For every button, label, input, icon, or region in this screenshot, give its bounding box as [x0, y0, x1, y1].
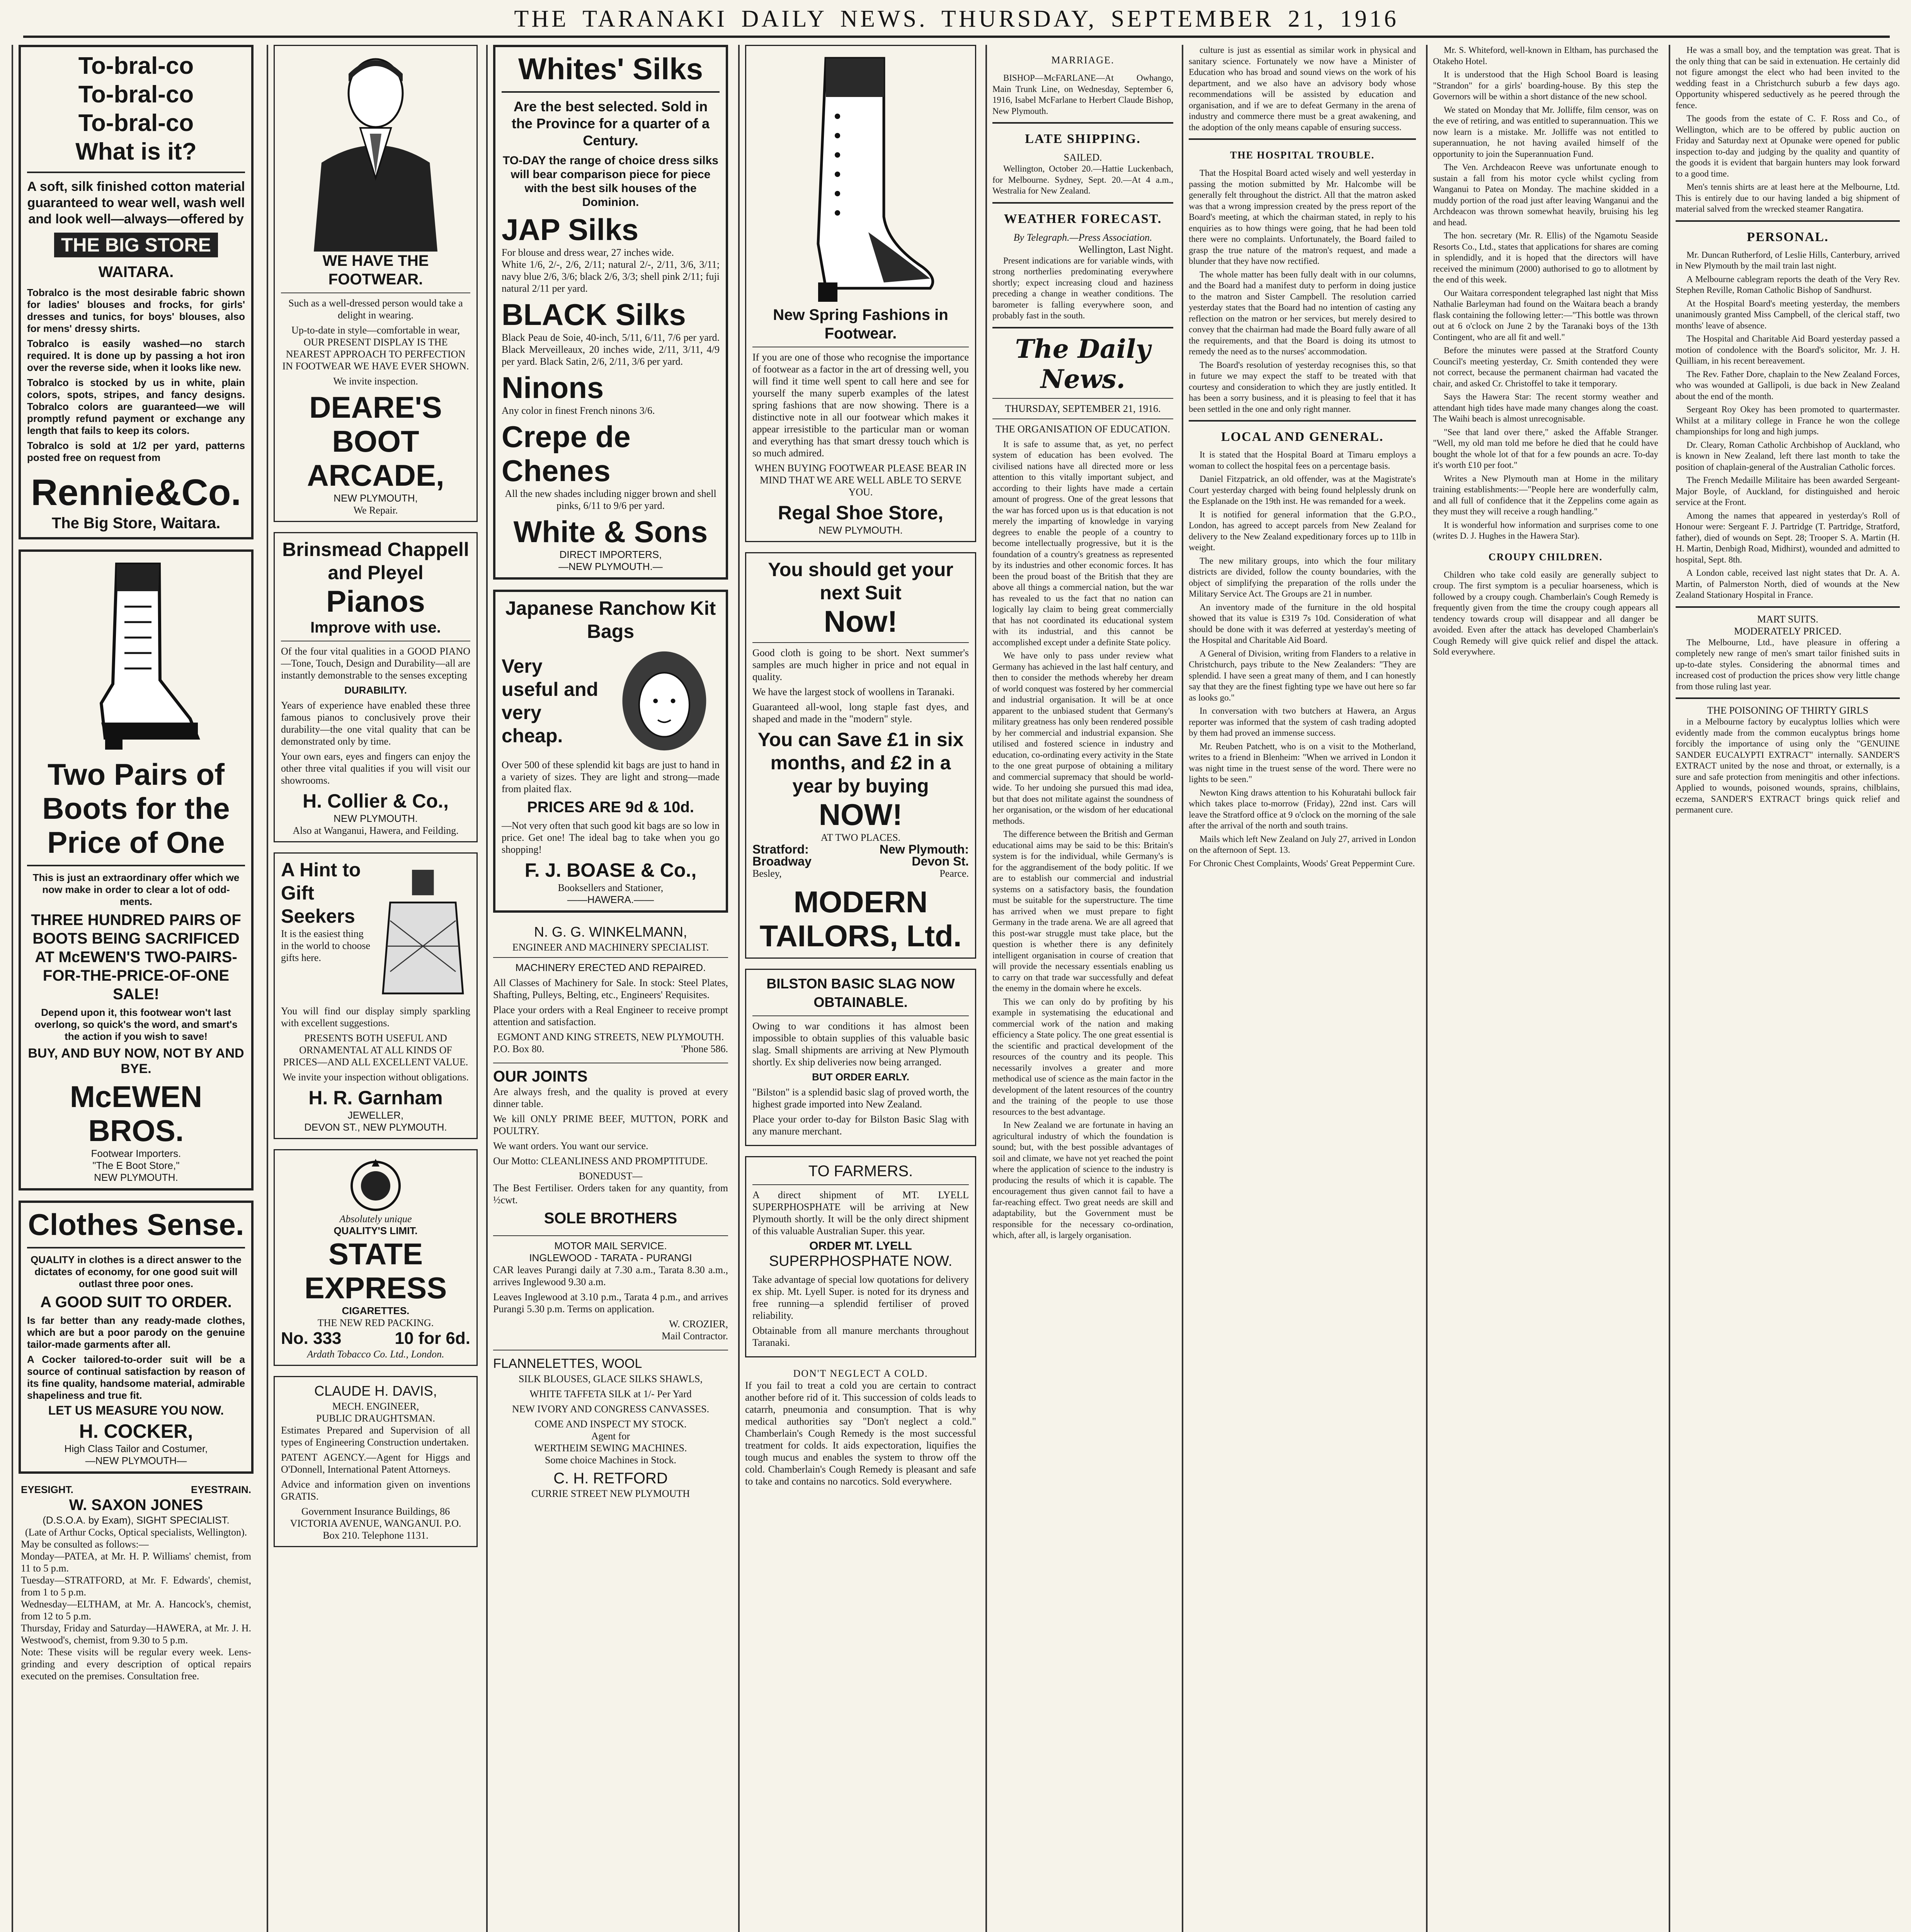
marriage-notice: BISHOP—McFARLANE—At Owhango, Main Trunk Line, on Wednesday, September 6, 1916, Isabel McFarlane to Herbert Claude Bishop, New Plymouth. — [992, 73, 1173, 116]
boase-name: F. J. BOASE & Co., — [524, 859, 697, 881]
saxon-name: W. SAXON JONES — [69, 1497, 203, 1514]
divider — [992, 202, 1173, 204]
personal-item: Sergeant Roy Okey has been promoted to quartermaster. Whilst at a military college in France he won the college championships for long and high jumps. — [1676, 405, 1900, 436]
leader-paragraph: In New Zealand we are fortunate in having an agricultural industry of which the foundation is sound; but, with the best possible advantages of soil and climate, we have not yet reached the point where the application of science to the industry is producing the results of which it is capable. The encouragement thus given cannot fail to have a far-reaching effect. Two great needs are skill and adaptability, but the Government must be responsible for the necessary co-ordination, which, after all, is largely organisation. — [992, 1120, 1173, 1240]
jap-silks-heading: JAP Silks — [502, 213, 639, 247]
news-item: The hon. secretary (Mr. R. Ellis) of the Ngamotu Seaside Resorts Co., Ltd., states that applications for shares are coming in splendidly, and it is hoped that the directors will have received the minimum (2000) authorised to go to allotment by the end of this week. — [1433, 231, 1658, 284]
tobralco-line: To-bral-co — [78, 81, 194, 108]
davis-p1: Estimates Prepared and Supervision of all types of Engineering Construction undertaken. — [281, 1425, 470, 1448]
kitbags-tag: Very useful and very cheap. — [502, 655, 599, 747]
suit-p2: We have the largest stock of woollens in Taranaki. — [752, 686, 955, 697]
whites-title: Whites' Silks — [518, 52, 703, 86]
motor-mail-ad — [493, 1240, 728, 1342]
cigs-maker: Ardath Tobacco Co. Ltd., London. — [307, 1349, 444, 1360]
suit-now: Now! — [824, 604, 898, 638]
motor-p2: Leaves Inglewood at 3.10 p.m., Tarata 4 p.m., and arrives Purangi 5.30 p.m. Terms on application. — [493, 1291, 728, 1315]
hospital-trouble-heading: THE HOSPITAL TROUBLE. — [1230, 150, 1375, 161]
divider — [992, 122, 1173, 124]
lady-boot-illustration — [768, 51, 953, 306]
clothes-body: Is far better than any ready-made clothes, which are but a poor parody on the genuine tailor-made garments after all. — [27, 1315, 245, 1350]
mcewen-ad — [19, 549, 254, 1190]
cigs-top: Absolutely unique — [339, 1213, 412, 1225]
news-item: "See that land over there," asked the Affable Stranger. "Well, my old man told me before he died that he could have bought the whole lot of that for a few pounds an acre. To-day it's worth £10 per foot." — [1433, 427, 1658, 470]
marriage-heading: MARRIAGE. — [1051, 54, 1115, 66]
hospital-paragraph: That the Hospital Board acted wisely and well yesterday in passing the motion submitted by Mr. Halcombe will be generally felt throughout the district. All that the matron asked was that a wrong impression created by the press report of the Board's meeting, at which the chairman stated, in reply to his enquiries as to how things were going, that he had been told there were no complaints. Unfortunately, the Board failed to grasp the true nature of the matron's request, and made a blunder that they have now rectified. — [1189, 168, 1416, 266]
news-item: The goods from the estate of C. F. Ross and Co., of Wellington, which are to be offered by public auction on Friday and Saturday next at Opunake were opened for public inspection to-day and judging by the quality and quantity of the goods it is evident that bargain hunters may look forward to a good time. — [1676, 114, 1900, 179]
saxon-jones-ad — [19, 1484, 254, 1682]
divider — [27, 172, 245, 173]
winkelmann-p1: All Classes of Machinery for Sale. In stock: Steel Plates, Shafting, Pulleys, Belting, etc., Engineers' Requisites. — [493, 977, 728, 1000]
pianos-p3: Your own ears, eyes and fingers can enjoy the other three vital qualities if you will visit our showrooms. — [281, 751, 470, 786]
boots-intro: This is just an extraordinary offer which we now make in order to clear a lot of odd-ments. — [32, 872, 240, 907]
tobralco-town: WAITARA. — [98, 264, 174, 281]
local-item: An inventory made of the furniture in the old hospital showed that its value is £319 7s 10d. Consideration of what should be done with it was deferred at yesterday's meeting of the Hospital and Charitable Aid Board. — [1189, 602, 1416, 645]
davis-role: MECH. ENGINEER, — [332, 1401, 419, 1412]
cigs-pack: THE NEW RED PACKING. — [317, 1317, 434, 1328]
ninons-desc: Any color in finest French ninons 3/6. — [502, 405, 655, 416]
column-8 — [1669, 45, 1905, 1932]
crepe-heading: Crepe de Chenes — [502, 420, 631, 488]
tobralco-para: Tobralco is easily washed—no starch required. It is done up by passing a hot iron over the reverse side, when it looks like new. — [27, 338, 245, 373]
garnham-addr: DEVON ST., NEW PLYMOUTH. — [304, 1121, 447, 1133]
suit-top: You should get your next Suit — [768, 559, 953, 604]
column-6 — [1182, 45, 1421, 1932]
poison-heading: THE POISONING OF THIRTY GIRLS — [1707, 705, 1868, 716]
cold-title: DON'T NEGLECT A COLD. — [793, 1368, 928, 1379]
column-2 — [267, 45, 483, 1932]
poison-body: in a Melbourne factory by eucalyptus lollies which were evidently made from the common eucalyptus brings home forcibly the importance of using only the "GENUINE SANDER EUCALYPTI EXTRACT" internally. SANDER'S EXTRACT united by the nose and throat, or externally, is a sure and safe protection from meningitis and other infections. Applied to wounds, poisoned wounds, sprains, chilblains, eczema, SANDER'S EXTRACT brings quick relief and permanent cure. — [1676, 717, 1900, 815]
collier-ad — [274, 532, 478, 842]
column-7 — [1426, 45, 1664, 1932]
tobralco-line: To-bral-co — [78, 110, 194, 136]
gentleman-illustration — [291, 51, 461, 252]
divider — [752, 642, 969, 643]
modern-tailors-name: MODERN TAILORS, Ltd. — [759, 885, 962, 953]
cigs-product: CIGARETTES. — [342, 1305, 410, 1316]
farmers-p1: A direct shipment of MT. LYELL SUPERPHOSPHATE will be arriving at New Plymouth shortly. It will be the only direct shipment of this valuable Australian Super. this year. — [752, 1189, 969, 1236]
black-prices: Black Peau de Soie, 40-inch, 5/11, 6/11, 7/6 per yard. Black Merveilleaux, 20 inches wide, 2/11, 3/11, 4/9 per yard. Black Satin, 2/6, 2/11, 3/6 per yard. — [502, 332, 720, 367]
local-item: It is stated that the Hospital Board at Timaru employs a woman to collect the hospital fees on a percentage basis. — [1189, 450, 1416, 471]
retford-silk: SILK BLOUSES, GLACE SILKS SHAWLS, — [518, 1373, 703, 1384]
cigs-brand: STATE EXPRESS — [304, 1237, 447, 1305]
whites-intro: Are the best selected. Sold in the Province for a quarter of a Century. — [511, 99, 710, 148]
mcewen-sub: Footwear Importers. — [91, 1148, 181, 1159]
divider — [752, 1015, 969, 1016]
deare-invite: We invite inspection. — [333, 376, 418, 387]
joints-p1: Are always fresh, and the quality is proved at every dinner table. — [493, 1086, 728, 1109]
local-item: Mails which left New Zealand on July 27, arrived in London on the afternoon of Sept. 13. — [1189, 834, 1416, 855]
news-item: Writes a New Plymouth man at Home in the military training establishments:—"People here are wonderfully calm, and all full of confidence that it the Zeppelins come again as they must they will receive a rough handling." — [1433, 473, 1658, 516]
garnham-top — [281, 858, 470, 1005]
leader-paragraph: It is safe to assume that, as yet, no perfect system of education has been evolved. The civilised nations have all directed more or less attention to this vitally important subject, and according to their lights have made a certain amount of progress. One of the great lessons that the war has forced upon us is that education is not merely the imparting of knowledge in varying degrees to enable the people of a country to become intellectually progressive, but it is the foundation of a country's greatness as represented by its industries and other economic forces. It has been the proud boast of the British that they are above all things a commercial nation, but the war has revealed to us the fact that no nation can logically lay claim to being great commercially that has not coordinated its educational system with its industrial, and this cannot be accomplished except under a definite State policy. — [992, 439, 1173, 647]
rennie-logo: Rennie&Co. — [31, 472, 242, 513]
personal-item: The Hospital and Charitable Aid Board yesterday passed a motion of condolence with the Board's solicitor, Mr. J. H. Quilliam, in his recent bereavement. — [1676, 334, 1900, 366]
suit-besley: Besley, — [752, 868, 782, 879]
retford-addr: CURRIE STREET NEW PLYMOUTH — [531, 1488, 690, 1499]
saxon-consult: May be consulted as follows:— — [21, 1539, 149, 1550]
shipping-sub: SAILED. — [1064, 152, 1102, 163]
news-item: It is wonderful how information and surprises come to one (writes D. J. Hughes in the Hawera Star). — [1433, 520, 1658, 541]
newspaper-nameplate: The Daily News. — [1015, 333, 1151, 394]
retford-flannelettes: FLANNELETTES, WOOL — [493, 1356, 642, 1371]
bilston-p2: "Bilston" is a splendid basic slag of proved worth, the highest grade imported into New Zealand. — [752, 1087, 969, 1110]
personal-item: Among the names that appeared in yesterday's Roll of Honour were: Sergeant F. J. Partridge (T. Partridge, Stratford, father), died of wounds on Sept. 28; Trooper S. A. Martin (H. H. Martin, Denbigh Road, Midhirst), wounded and admitted to hospital, Sept. 8th. — [1676, 510, 1900, 565]
news-item: It is understood that the High School Board is leasing "Strandon" for a girls' boarding-house. By this step the Governors will be within a short distance of the new school. — [1433, 70, 1658, 101]
regal-town: NEW PLYMOUTH. — [819, 524, 903, 536]
bilston-p3: Place your order to-day for Bilston Basic Slag with any manure merchant. — [752, 1114, 969, 1137]
croupy-heading: CROUPY CHILDREN. — [1488, 551, 1603, 563]
mt-lyell-ad — [745, 1156, 976, 1357]
deare-p2: Up-to-date in style—comfortable in wear, OUR PRESENT DISPLAY IS THE NEAREST APPROACH TO PERFECTION IN FOOTWEAR WE HAVE EVER SHOWN. — [282, 325, 469, 372]
whites-today: TO-DAY the range of choice dress silks will bear comparison piece for piece with the best silk houses of the Dominion. — [503, 154, 718, 209]
saxon-schedule: Wednesday—ELTHAM, at Mr. A. Hancock's, chemist, from 12 to 5 p.m. — [21, 1599, 251, 1622]
clothes-intro: QUALITY in clothes is a direct answer to the dictates of economy, for one good suit will outlast three poor ones. — [31, 1254, 242, 1289]
retford-agent: Agent for — [591, 1430, 630, 1442]
divider — [493, 957, 728, 958]
suit-now-2: NOW! — [819, 798, 903, 832]
suit-devon: Devon St. — [912, 854, 969, 868]
farmers-order: ORDER MT. LYELL — [809, 1240, 912, 1252]
davis-role: PUBLIC DRAUGHTSMAN. — [316, 1413, 435, 1424]
suit-towns — [752, 844, 969, 855]
garnham-sub: JEWELLER, — [347, 1109, 404, 1121]
cigs-quality: QUALITY'S LIMIT. — [334, 1225, 418, 1236]
jap-prices: White 1/6, 2/-, 2/6, 2/11; natural 2/-, 2/11, 3/6, 3/11; navy blue 2/6, 3/6; black 2/6, 3/3; shell pink 2/11; fuji natural 2/11 per yard. — [502, 259, 720, 294]
tobralco-ad — [19, 45, 254, 539]
local-item: Daniel Fitzpatrick, an old offender, was at the Magistrate's Court yesterday charged with being found helplessly drunk on the Esplanade on the 19th inst. He was remanded for a week. — [1189, 474, 1416, 506]
collier-town: NEW PLYMOUTH. — [334, 813, 418, 824]
leader-continued: culture is just as essential as similar work in physical and sanitary science. Fortunately we now have a Minister of Education who has broad and sound views on the work of his department, and we also have an advisory body whose recommendations will be assisted by education and organisation, and if we are to defeat Germany in the arena of industry and commerce there must be a great awakening, and the adoption of the only means capable of ensuring success. — [1189, 45, 1416, 132]
divider — [1676, 697, 1900, 699]
masthead — [23, 2, 1890, 38]
local-item: It is notified for general information that the G.P.O., London, has agreed to accept parcels from New Zealand for delivery to the New Zealand expeditionary forces up to 11lb in weight. — [1189, 509, 1416, 552]
mart-body: The Melbourne, Ltd., have pleasure in offering a completely new range of men's smart tailor finished suits in up-to-date styles. Considering the abnormal times and increased cost of production the prices show very little change from those ruling last year. — [1676, 637, 1900, 691]
boase-sub: Booksellers and Stationer, — [558, 882, 664, 893]
shipping-body: Wellington, October 20.—Hattie Luckenbach, for Melbourne. Sydney, Sept. 20.—At 4 a.m., Westralia for New Zealand. — [992, 164, 1173, 196]
davis-p2: PATENT AGENCY.—Agent for Higgs and O'Donnell, International Patent Attorneys. — [281, 1452, 470, 1475]
retford-some: Some choice Machines in Stock. — [545, 1454, 677, 1466]
divider — [493, 1235, 728, 1236]
retford-machines: WERTHEIM SEWING MACHINES. — [534, 1442, 687, 1454]
regal-title: New Spring Fashions in Footwear. — [773, 306, 948, 342]
suit-p3: Guaranteed all-wool, long staple fast dyes, and shaped and made in the "modern" style. — [752, 701, 969, 724]
saxon-quals: (D.S.O.A. by Exam), SIGHT SPECIALIST. — [43, 1514, 230, 1526]
personal-item: Mr. Duncan Rutherford, of Leslie Hills, Canterbury, arrived in New Plymouth by the mail train last night. — [1676, 250, 1900, 270]
collier-branches: Also at Wanganui, Hawera, and Feilding. — [293, 825, 459, 836]
regal-body: If you are one of those who recognise the importance of footwear as a factor in the art of dressing well, you will find it time well spent to call here and see for yourself the many superb examples of the latest spring fashions that are now showing. There is a distinctive note in all our footwear which makes it appear irresistible to the particular man or woman and everything has that smart dressy touch which is so much admired. — [752, 352, 969, 459]
divider — [502, 91, 720, 93]
masthead-title: THE TARANAKI DAILY NEWS. THURSDAY, SEPTEMBER 21, 1916 — [514, 5, 1399, 32]
leader-paragraph: We have only to pass under review what Germany has achieved in the last half century, and then to consider the methods whereby her dream of world conquest was fostered by her commercial and industrial organisation. It will be at once apparent to the unbiased student that Germany's military greatness has only been rendered possible by her commercial and industrial expansion. She utilised and fostered science in industry and education, co-ordinating every activity in the State to the one great purpose of obtaining a military and commercial supremacy that should be world-wide. To her undoing she pursued this mad idea, but that does not militate against the soundness of her organisation, or the wisdom of her educational methods. — [992, 651, 1173, 826]
hospital-paragraph: The Board's resolution of yesterday recognises this, so that in future we may expect the staff to be treated with that courtesy and consideration to which they are justly entitled. It has been a sorry business, and it is pleasing to feel that it has been settled in the one and only right manner. — [1189, 360, 1416, 414]
personal-heading: PERSONAL. — [1747, 230, 1829, 244]
editorial-dateline: THURSDAY, SEPTEMBER 21, 1916. — [1005, 403, 1161, 414]
news-item: The Ven. Archdeacon Reeve was unfortunate enough to sustain a fall from his motor cycle whilst cycling from Wanganui to Patea on Monday. The machine skidded in a muddy portion of the road just after leaving Wanganui and the Archdeacon was thrown somewhat heavily, bruising his leg and head. — [1433, 162, 1658, 227]
column-3 — [486, 45, 733, 1932]
winkelmann-name: N. G. G. WINKELMANN, — [534, 924, 687, 940]
cocker-ad — [19, 1201, 254, 1474]
farmers-p3: Obtainable from all manure merchants throughout Taranaki. — [752, 1325, 969, 1348]
bonedust-desc: The Best Fertiliser. Orders taken for any quantity, from ½cwt. — [493, 1182, 728, 1206]
gift-p2: We invite your inspection without obligations. — [282, 1071, 469, 1083]
divider — [27, 1247, 245, 1248]
motor-route: INGLEWOOD - TARATA - PURANGI — [529, 1252, 692, 1264]
personal-item: A London cable, received last night states that Dr. A. A. Martin, of Palmerston North, died of wounds at the New Zealand Stationary Hospital in France. — [1676, 568, 1900, 600]
bilston-title: BILSTON BASIC SLAG NOW OBTAINABLE. — [766, 976, 955, 1010]
suit-managers — [752, 867, 969, 879]
cigs-price-row — [281, 1329, 470, 1348]
gift-title: A Hint to Gift Seekers — [281, 859, 361, 927]
davis-p3: Advice and information given on inventions GRATIS. — [281, 1479, 470, 1502]
column-5 — [985, 45, 1179, 1932]
kitbags-title: Japanese Ranchow Kit Bags — [505, 597, 716, 642]
gift-p1: You will find our display simply sparkling with excellent suggestions. — [281, 1005, 470, 1029]
cold-body: If you fail to treat a cold you are certain to contract another before rid of it. This succession of colds leads to catarrh, pneumonia and consumption. That is why medical authorities say "Don't neglect a cold." Chamberlain's Cough Remedy is the most successful treatment for colds. It aids expectoration, liquifies the tough mucus and enables the system to throw off the cold. Chamberlain's Cough Remedy is pleasant and safe to take and contains no narcotics. Sold everywhere. — [745, 1380, 976, 1487]
leader-heading: THE ORGANISATION OF EDUCATION. — [995, 423, 1171, 435]
boots-headline: THREE HUNDRED PAIRS OF BOOTS BEING SACRIFICED AT McEWEN'S TWO-PAIRS-FOR-THE-PRICE-OF-ONE SALE! — [31, 912, 241, 1003]
retford-come: COME AND INSPECT MY STOCK. — [534, 1418, 687, 1430]
sole-brothers-ad — [493, 1067, 728, 1228]
bilston-order: BUT ORDER EARLY. — [812, 1071, 909, 1083]
cocker-sub: High Class Tailor and Costumer, — [64, 1443, 208, 1454]
news-item: Mr. S. Whiteford, well-known in Eltham, has purchased the Otakeho Hotel. — [1433, 45, 1658, 66]
motor-p1: CAR leaves Purangi daily at 7.30 a.m., Tarata 8.30 a.m., arrives Inglewood 9.30 a.m. — [493, 1264, 728, 1287]
ninons-heading: Ninons — [502, 371, 604, 405]
tobralco-line: To-bral-co — [78, 53, 194, 79]
clothes-title: Clothes Sense. — [28, 1208, 244, 1242]
weather-body: Present indications are for variable winds, with strong northerlies predominating everywhere shortly; expect increasing cloud and haziness preceding a change in weather conditions. The barometer is falling everywhere soon, and probably fast in the south. — [992, 255, 1173, 320]
suit-new-plymouth: New Plymouth: — [879, 842, 969, 856]
divider — [1676, 220, 1900, 222]
pianos-p2: Years of experience have enabled these three famous pianos to conclusively prove their durability—the one vital quality that can be demonstrated only by time. — [281, 700, 470, 747]
jap-desc: For blouse and dress wear, 27 inches wide. — [502, 247, 674, 258]
tobralco-para: Tobralco is sold at 1/2 per yard, patterns posted free on request from — [27, 440, 245, 463]
regal-name: Regal Shoe Store, — [778, 502, 943, 524]
cigs-number: No. 333 — [281, 1329, 342, 1348]
state-express-ad — [274, 1149, 478, 1366]
black-silks-heading: BLACK Silks — [502, 298, 686, 332]
personal-item: The French Medaille Militaire has been awarded Sergeant-Major Boyle, of Auckland, for distinguished and heroic service at the Front. — [1676, 475, 1900, 507]
kitbags-prices: PRICES ARE 9d & 10d. — [527, 799, 694, 816]
cocker-town: —NEW PLYMOUTH— — [85, 1455, 187, 1466]
winkelmann-box: P.O. Box 80. — [493, 1043, 545, 1054]
divider — [1676, 606, 1900, 608]
suit-pearce: Pearce. — [939, 868, 969, 879]
local-item: For Chronic Chest Complaints, Woods' Great Peppermint Cure. — [1189, 858, 1415, 868]
winkelmann-p2: Place your orders with a Real Engineer to receive prompt attention and satisfaction. — [493, 1004, 728, 1027]
deare-name: DEARE'S BOOT ARCADE, — [307, 390, 444, 492]
divider — [752, 1184, 969, 1185]
deare-town: NEW PLYMOUTH, — [334, 492, 418, 504]
clothes-body: A Cocker tailored-to-order suit will be a source of continual satisfaction by reason of its fine quality, handsome material, admirable shapeliness and true fit. — [27, 1354, 245, 1401]
davis-addr: Government Insurance Buildings, 86 VICTORIA AVENUE, WANGANUI. P.O. Box 210. Telephone 1131. — [290, 1506, 461, 1541]
cigs-price: 10 for 6d. — [395, 1329, 470, 1348]
column-4 — [738, 45, 982, 1932]
weather-place: Wellington, Last Night. — [1079, 243, 1173, 255]
news-item: Before the minutes were passed at the Stratford County Council's meeting yesterday, Cr. Smith contended they were not correct, because the permanent chairman had vacated the chair, and asked Cr. Christoffel to take it temporary. — [1433, 345, 1658, 388]
mart-sub: MODERATELY PRICED. — [1734, 625, 1842, 637]
deare-headline: WE HAVE THE FOOTWEAR. — [322, 252, 429, 288]
retford-taffeta: WHITE TAFFETA SILK at 1/- Per Yard — [529, 1388, 692, 1400]
sight-header — [21, 1484, 251, 1496]
shipping-heading: LATE SHIPPING. — [1025, 132, 1141, 146]
winkelmann-addr: EGMONT AND KING STREETS, NEW PLYMOUTH. — [497, 1031, 724, 1043]
boots-buy-now: BUY, AND BUY NOW, NOT BY AND BYE. — [28, 1046, 244, 1076]
white-sons-name: White & Sons — [513, 515, 708, 549]
divider — [992, 327, 1173, 328]
winkelmann-contact — [493, 1043, 728, 1055]
winkelmann-head: MACHINERY ERECTED AND REPAIRED. — [515, 962, 706, 973]
retford-ad — [493, 1354, 728, 1500]
farmers-super: SUPERPHOSPHATE NOW. — [769, 1253, 953, 1269]
joints-p2: We kill ONLY PRIME BEEF, MUTTON, PORK and POULTRY. — [493, 1113, 728, 1136]
saxon-late: (Late of Arthur Cocks, Optical specialists, Wellington). — [25, 1527, 247, 1538]
pianos-word: Pianos — [326, 584, 425, 618]
farmers-p2: Take advantage of special low quotations for delivery ex ship. Mt. Lyell Super. is noted for its dryness and free running—a splendid fertiliser of proved reliability. — [752, 1274, 969, 1321]
divider — [1189, 138, 1416, 140]
personal-item: Dr. Cleary, Roman Catholic Archbishop of Auckland, who is known in New Zealand, left there last month to take the position of chaplain-general of the Australian Catholic forces. — [1676, 440, 1900, 472]
boot-illustration — [59, 556, 213, 757]
bilston-p1: Owing to war conditions it has almost been impossible to obtain supplies of this valuable basic slag. Small shipments are arriving at New Plymouth shortly. Ex ship deliveries now being arranged. — [752, 1020, 969, 1068]
cocker-name: H. COCKER, — [79, 1420, 193, 1442]
suit-broadway: Broadway — [752, 854, 812, 868]
suit-save: You can Save £1 in six months, and £2 in a year by buying — [757, 729, 964, 797]
news-item: He was a small boy, and the temptation was great. That is the only thing that can be said in extenuation. He certainly did not figure amongst the elect who had been invited to the wedding feast in a Christchurch suburb a few days ago. Opportunity whispered seductively as he peered through the fence. — [1676, 45, 1900, 110]
garnham-name: H. R. Garnham — [308, 1087, 443, 1109]
suit-p1: Good cloth is going to be short. Next summer's samples are much higher in price and not equal in quality. — [752, 647, 969, 682]
pianos-p1: Of the four vital qualities in a GOOD PIANO—Tone, Touch, Design and Durability—all are instantly demonstrable to the senses excepting — [281, 646, 470, 681]
mart-heading: MART SUITS. — [1757, 613, 1819, 625]
weather-byline: By Telegraph.—Press Association. — [1013, 231, 1152, 243]
motor-title: MOTOR MAIL SERVICE. — [554, 1240, 667, 1252]
news-item: Says the Hawera Star: The recent stormy weather and attendant high tides have made many changes along the coast. The Waihi beach is almost unrecognisable. — [1433, 392, 1658, 423]
winkelmann-ad — [493, 923, 728, 1055]
gift-caps: PRESENTS BOTH USEFUL AND ORNAMENTAL AT ALL KINDS OF PRICES—AND ALL EXCELLENT VALUE. — [283, 1032, 468, 1068]
local-item: In conversation with two butchers at Hawera, an Argus reporter was informed that the system of cash trading adopted by them had proved an immense success. — [1189, 706, 1416, 738]
local-item: The new military groups, into which the four military districts are divided, follow the county boundaries, with the object of simplifying the preparation of the rolls under the Military Service Act. The Groups are 21 in number. — [1189, 556, 1416, 599]
davis-ad — [274, 1376, 478, 1547]
local-item: Mr. Reuben Patchett, who is on a visit to the Motherland, writes to a friend in Blenheim: "When we arrived in London it was night time in the truest sense of the word. There were no lights to be seen." — [1189, 741, 1416, 784]
motor-role: Mail Contractor. — [662, 1330, 728, 1342]
pianos-slogan: Improve with use. — [310, 619, 441, 636]
big-store-box — [27, 233, 245, 257]
divider — [27, 865, 245, 866]
tobralco-intro: A soft, silk finished cotton material guaranteed to wear well, wash well and look well—always—offered by — [27, 179, 245, 226]
deare-p1: Such as a well-dressed person would take a delight in wearing. — [288, 298, 463, 321]
saxon-schedule: Thursday, Friday and Saturday—HAWERA, at Mr. J. H. Westwood's, chemist, from 9.30 to 5 p.m. — [21, 1622, 251, 1646]
pianos-brands: Brinsmead Chappell and Pleyel — [282, 539, 469, 583]
sole-name: SOLE BROTHERS — [544, 1210, 677, 1227]
crest-emblem — [337, 1155, 414, 1213]
pianos-durability: DURABILITY. — [344, 684, 407, 696]
whites-ad — [493, 45, 728, 580]
suit-places: AT TWO PLACES. — [820, 832, 901, 843]
winkelmann-phone: 'Phone 586. — [681, 1043, 728, 1054]
leader-paragraph: This we can only do by profiting by his example in systematising the educational and commercial work of the nation and making efficiency a State policy. The one great essential is the scientific and practical development of the resources of the country and its people. This necessarily involves a greater and more methodical use of science as the main factor in the development of the latent resources of the country and the training of the people to use those resources to the best advantage. — [992, 997, 1173, 1117]
crepe-desc: All the new shades including nigger brown and shell pinks, 6/11 to 9/6 per yard. — [505, 488, 716, 511]
saxon-schedule: Note: These visits will be regular every week. Lens-grinding and every description of optical repairs executed on the premises. Consultation free. — [21, 1646, 251, 1682]
hospital-paragraph: The whole matter has been fully dealt with in our columns, and the Board had a manifest duty to perform in doing justice to the matron and Sister Campbell. The resolution carried yesterday states that the Board had no intention of casting any reflection on the matron or her services, but merely desired to convey that the chairman had made the Board fully aware of all the requirements, and that the Board is doing its utmost to remedy the need as to the nurses' accommodation. — [1189, 269, 1416, 356]
garnham-ad — [274, 852, 478, 1139]
white-sons-direct: DIRECT IMPORTERS, — [559, 549, 662, 560]
suit-stratford: Stratford: — [752, 842, 809, 856]
news-item: We stated on Monday that Mr. Jolliffe, film censor, was on the eve of retiring, and was entitled to superannuation. This we now learn is a mistake. Mr. Jolliffe was not entitled to superannuation, he not having availed himself of the opportunity to join the Superannuation Fund. — [1433, 105, 1658, 159]
local-general-heading: LOCAL AND GENERAL. — [1221, 430, 1384, 444]
clothes-cta: LET US MEASURE YOU NOW. — [48, 1403, 224, 1417]
suit-streets — [752, 855, 969, 867]
gift-side: It is the easiest thing in the world to choose gifts here. — [281, 928, 371, 963]
local-item: Newton King draws attention to his Kohuratahi bullock fair which takes place to-morrow (Friday), 22nd inst. Cars will leave the Stratford office at 9 o'clock on the morning of the sale after the arrival of the north and south trains. — [1189, 787, 1416, 830]
divider — [1189, 420, 1416, 422]
divider — [992, 418, 1173, 419]
boots-title: Two Pairs of Boots for the Price of One — [42, 757, 230, 859]
personal-item: A Melbourne cablegram reports the death of the Very Rev. Stephen Reville, Roman Catholic Bishop of Sandhurst. — [1676, 274, 1900, 295]
retford-name: C. H. RETFORD — [553, 1470, 668, 1487]
clothes-mid: A GOOD SUIT TO ORDER. — [40, 1294, 232, 1311]
divider — [992, 398, 1173, 399]
joints-motto: Our Motto: CLEANLINESS AND PROMPTITUDE. — [493, 1155, 708, 1167]
mcewen-addr: "The E Boot Store," — [92, 1160, 180, 1171]
farmers-title: TO FARMERS. — [808, 1163, 913, 1180]
rennie-sub: The Big Store, Waitara. — [51, 515, 221, 532]
bilston-ad — [745, 969, 976, 1146]
news-item: Our Waitara correspondent telegraphed last night that Miss Nathalie Barleyman had found on the Waitara beach a brandy flask containing the following letter:—"This bottle was thrown out at 6 o'clock on June 2 by the Taranaki boys of the 13th Contingent, who are all fit and well." — [1433, 288, 1658, 342]
news-item: Men's tennis shirts are at least here at the Melbourne, Ltd. This is entirely due to our having landed a big shipment of material salved from the wrecked steamer Rangatira. — [1676, 182, 1900, 214]
personal-item: At the Hospital Board's meeting yesterday, the members unanimously granted Miss Campbell, of the clerical staff, two months' leave of absence. — [1676, 298, 1900, 330]
boase-ad — [493, 590, 728, 913]
croupy-body: Children who take cold easily are generally subject to croup. The first symptom is a peculiar hoarseness, which is followed by a croupy cough. Chamberlain's Cough Remedy is frequently given from the time the croupy cough appears all tendency towards croup will disappear and all danger be avoided. Even after the attack has developed Chamberlain's Cough Remedy will give quick relief and dispel the attack. Sold everywhere. — [1433, 570, 1658, 656]
leader-paragraph: The difference between the British and German educational aims may be said to be this: Britain's system is for the individual, while Germany's is for the aggrandisement of the body politic. If we are to establish our commercial and industrial systems on a satisfactory basis, the foundation must be suitable for the superstructure. The time has arrived when we must prepare to fight Germany in the trade arena. We are all agreed that this post-war struggle must take place, but the question is whether there is any definitely intelligent organisation in course of creation that will provide the necessary essentials enabling us to carry on that trade war successfully and defeat the enemy in the domain where he excels. — [992, 829, 1173, 993]
local-item: A General of Division, writing from Flanders to a relative in Christchurch, pays tribute to the New Zealanders: "They are splendid. I have seen a great many of them, and I can honestly say that they are the finest fighting type we have out here so far as looks go." — [1189, 648, 1416, 702]
kitbags-p2: —Not very often that such good kit bags are so low in price. Get one! The ideal bag to take when you go shopping! — [502, 820, 720, 855]
regal-caps: WHEN BUYING FOOTWEAR PLEASE BEAR IN MIND THAT WE ARE WELL ABLE TO SERVE YOU. — [754, 463, 967, 498]
tobralco-para: Tobralco is stocked by us in white, plain colors, spots, stripes, and fancy designs. Tobralco colors are guaranteed—we will promptly refund payment or exchange any length that fails to keep its colors. — [27, 377, 245, 436]
tobralco-question: What is it? — [75, 138, 197, 165]
white-sons-town: —NEW PLYMOUTH.— — [558, 561, 663, 572]
sight-right: EYESTRAIN. — [191, 1484, 251, 1495]
joints-title: OUR JOINTS — [493, 1068, 588, 1085]
saxon-schedule: Tuesday—STRATFORD, at Mr. F. Edwards', chemist, from 1 to 5 p.m. — [21, 1575, 251, 1598]
sight-left: EYESIGHT. — [21, 1484, 73, 1495]
tobralco-para: Tobralco is the most desirable fabric shown for ladies' blouses and frocks, for girls' dresses and tunics, for boys' blouses, also for mens' dressy shirts. — [27, 287, 245, 334]
collier-name: H. Collier & Co., — [303, 790, 449, 812]
column-1 — [12, 45, 259, 1932]
deare-repair: We Repair. — [353, 505, 398, 516]
perfume-bottle-illustration — [376, 858, 470, 1005]
big-store-label: THE BIG STORE — [54, 233, 218, 257]
davis-name: CLAUDE H. DAVIS, — [314, 1383, 437, 1399]
mcewen-name: McEWEN BROS. — [70, 1080, 203, 1148]
boase-town: ——HAWERA.—— — [567, 894, 654, 905]
joints-p3: We want orders. You want our service. — [493, 1140, 648, 1151]
girl-portrait-illustration — [609, 643, 720, 759]
mcewen-town: NEW PLYMOUTH. — [94, 1172, 178, 1183]
personal-item: The Rev. Father Dore, chaplain to the New Zealand Forces, who was wounded at Gallipoli, is due back in New Zealand about the end of the month. — [1676, 369, 1900, 401]
saxon-schedule: Monday—PATEA, at Mr. H. P. Williams' chemist, from 11 to 5 p.m. — [21, 1551, 251, 1574]
boots-body: Depend upon it, this footwear won't last overlong, so quick's the word, and smart's the action if you wish to save! — [34, 1007, 238, 1042]
regal-shoe-ad — [745, 45, 976, 542]
cold-ad — [745, 1367, 976, 1487]
winkelmann-role: ENGINEER AND MACHINERY SPECIALIST. — [512, 942, 709, 953]
modern-tailors-ad — [745, 552, 976, 959]
kitbags-p1: Over 500 of these splendid kit bags are just to hand in a variety of sizes. They are light and strong—made from plaited flax. — [502, 759, 720, 794]
deare-ad — [274, 45, 478, 522]
bonedust: BONEDUST— — [579, 1170, 643, 1182]
weather-heading: WEATHER FORECAST. — [1004, 211, 1162, 226]
motor-name: W. CROZIER, — [669, 1318, 728, 1330]
retford-ivory: NEW IVORY AND CONGRESS CANVASSES. — [512, 1403, 710, 1415]
